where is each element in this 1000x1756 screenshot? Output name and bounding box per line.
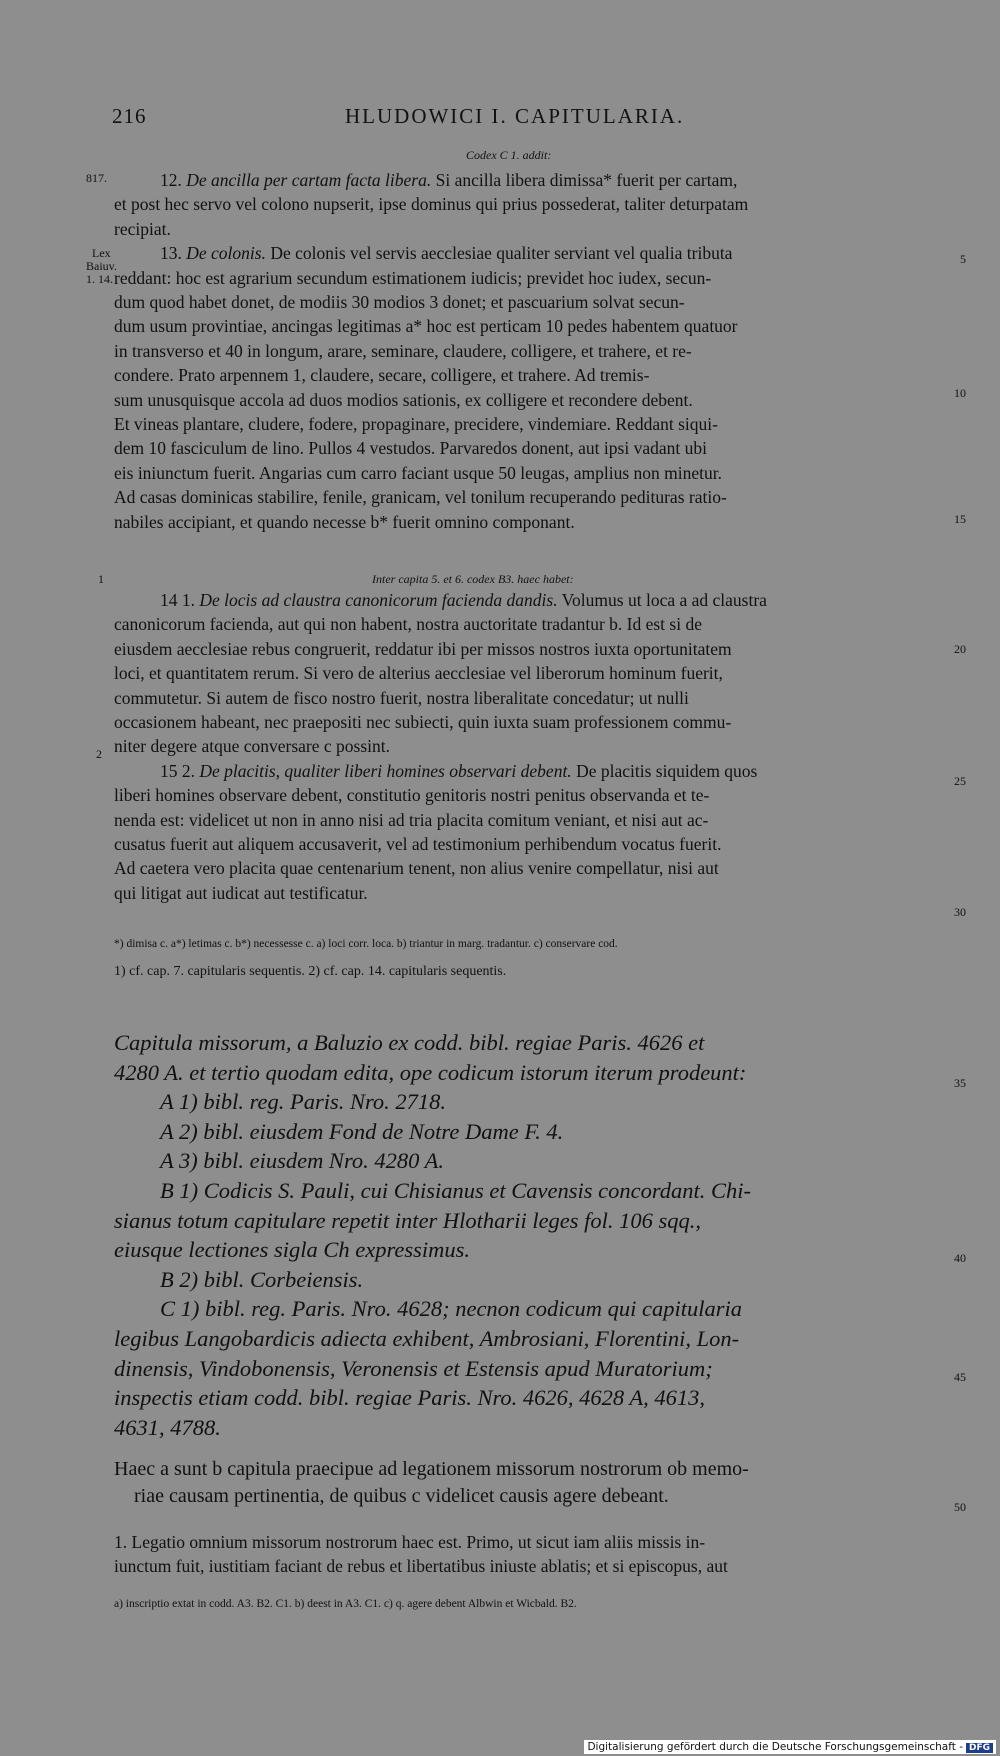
line: dinensis, Vindobonensis, Veronensis et Estensis apud Muratorium; <box>114 1355 713 1381</box>
line: cusatus fuerit aut aliquem accusaverit, vel ad testimonium perhibendum vocatus fuerit. <box>114 834 722 855</box>
line: condere. Prato arpennem 1, claudere, secare, colligere, et trahere. Ad tremis- <box>114 365 650 386</box>
line-number: 30 <box>954 905 966 919</box>
line: dum quod habet donet, de modiis 30 modios 3 donet; et pascuarium solvat secun- <box>114 292 685 313</box>
line: legibus Langobardicis adiecta exhibent, Ambrosiani, Florentini, Lon- <box>114 1325 740 1351</box>
line: C 1) bibl. reg. Paris. Nro. 4628; necnon codicum qui capitularia <box>160 1296 743 1322</box>
line: dem 10 fasciculum de lino. Pullos 4 vestudos. Parvaredos donent, aut ipsi vadant ubi <box>114 438 707 459</box>
line: occasionem habeant, nec praepositi nec subiecti, quin iuxta suam professionem commu- <box>114 712 732 733</box>
line-number: 50 <box>954 1500 966 1514</box>
variant-footnotes: *) dimisa c. a*) letimas c. b*) necessesse c. a) loci corr. loca. b) triantur in marg. tradantur. c) conservare cod. <box>114 938 618 950</box>
capitula-intro <box>114 1028 946 1442</box>
line: 1. Legatio omnium missorum nostrorum haec est. Primo, ut sicut iam aliis missis in- <box>114 1532 706 1552</box>
dfg-logo: DFG <box>966 1743 993 1753</box>
line: 13. De colonis. De colonis vel servis aecclesiae qualiter serviant vel qualia tributa <box>160 243 733 264</box>
line: inspectis etiam codd. bibl. regiae Paris. Nro. 4626, 4628 A, 4613, <box>114 1385 706 1411</box>
line: nenda est: videlicet ut non in anno nisi ad tria placita comitum veniant, et nisi aut ac- <box>114 809 709 830</box>
reference-footnotes: 1) cf. cap. 7. capitularis sequentis. 2) cf. cap. 14. capitularis sequentis. <box>114 964 507 979</box>
section-1 <box>114 1530 946 1579</box>
line-number: 35 <box>954 1076 966 1090</box>
line: 12. De ancilla per cartam facta libera. Si ancilla libera dimissa* fuerit per cartam, <box>160 170 738 190</box>
line: recipiat. <box>114 218 171 239</box>
page-number: 216 <box>112 104 147 128</box>
line: Capitula missorum, a Baluzio ex codd. bibl. regiae Paris. 4626 et <box>114 1030 705 1055</box>
line: iunctum fuit, iustitiam faciant de rebus et libertatibus iniuste ablatis; et si episcopus, aut <box>114 1556 728 1577</box>
line: Ad casas dominicas stabilire, fenile, granicam, vel tonilum recuperando pedituras ratio- <box>114 487 727 508</box>
line: Ad caetera vero placita quae centenarium tenent, non alius venire compellatur, nisi aut <box>114 858 719 879</box>
line-number: 20 <box>954 642 966 656</box>
line: nabiles accipiant, et quando necesse b* fuerit omnino componant. <box>114 511 575 532</box>
line: A 1) bibl. reg. Paris. Nro. 2718. <box>160 1089 447 1115</box>
line: in transverso et 40 in longum, arare, seminare, claudere, colligere, et trahere, et re- <box>114 340 692 361</box>
line: qui litigat aut iudicat aut testificatur. <box>114 882 368 903</box>
margin-ref: 2 <box>96 747 102 761</box>
line: commutetur. Si autem de fisco nostro fuerit, nostra liberalitate concedatur; ut nulli <box>114 687 689 708</box>
line: Haec a sunt b capitula praecipue ad legationem missorum nostrorum ob memo- <box>114 1458 749 1480</box>
line-number: 15 <box>954 512 966 526</box>
margin-source-3: 1. 14. <box>86 272 113 286</box>
margin-ref: 1 <box>98 572 104 586</box>
line: reddant: hoc est agrarium secundum estimationem iudicis; previdet hoc iudex, secun- <box>114 267 712 288</box>
credit-text: Digitalisierung gefördert durch die Deutsche Forschungsgemeinschaft - <box>587 1741 963 1753</box>
line: 14 1. De locis ad claustra canonicorum facienda dandis. Volumus ut loca a ad claustra <box>160 590 767 610</box>
line-number: 40 <box>954 1251 966 1265</box>
line: et post hec servo vel colono nupserit, ipse dominus qui prius possederat, taliter deturpatam <box>114 194 749 215</box>
line: B 2) bibl. Corbeiensis. <box>160 1266 364 1292</box>
line: eiusdem aecclesiae rebus congruerit, reddatur ibi per missos nostros iuxta oportunitatem <box>114 638 732 659</box>
margin-source-2: Baiuv. <box>86 259 117 273</box>
line-number: 10 <box>954 386 966 400</box>
line: 15 2. De placitis, qualiter liberi homines observari debent. De placitis siquidem quos <box>160 760 758 781</box>
haec-footnotes: a) inscriptio extat in codd. A3. B2. C1. b) deest in A3. C1. c) q. agere debent Albwin et Wicbald. B2. <box>114 1598 577 1610</box>
line: sum unusquisque accola ad duos modios sationis, ex colligere et recondere debent. <box>114 389 693 410</box>
line-number: 45 <box>954 1370 966 1384</box>
line: dum usum provintiae, ancingas legitimas a* hoc est perticam 10 pedes habentem quatuor <box>114 316 738 337</box>
line-number: 25 <box>954 774 966 788</box>
line-number: 5 <box>960 252 966 266</box>
line: niter degere atque conversare c possint. <box>114 736 390 757</box>
haec-heading <box>114 1456 946 1510</box>
line: riae causam pertinentia, de quibus c videlicet causis agere debeant. <box>134 1485 669 1507</box>
line: loci, et quantitatem rerum. Si vero de alterius aecclesiae vel liberorum hominum fuerit, <box>114 663 723 684</box>
codex-heading-2: Inter capita 5. et 6. codex B3. haec habet: <box>372 572 574 586</box>
line: canonicorum facienda, aut qui non habent, nostra auctoritate tradantur b. Id est si de <box>114 614 702 635</box>
running-title: HLUDOWICI I. CAPITULARIA. <box>345 104 685 128</box>
line: 4280 A. et tertio quodam edita, ope codicum istorum iterum prodeunt: <box>114 1059 747 1085</box>
line: eiusque lectiones sigla Ch expressimus. <box>114 1237 470 1263</box>
line: sianus totum capitulare repetit inter Hlotharii leges fol. 106 sqq., <box>114 1207 702 1233</box>
block1-text <box>114 168 946 534</box>
margin-year: 817. <box>86 171 107 185</box>
line: B 1) Codicis S. Pauli, cui Chisianus et Cavensis concordant. Chi- <box>160 1177 751 1203</box>
margin-source-1: Lex <box>92 246 111 260</box>
block2-text <box>114 588 946 905</box>
line: eis iniunctum fuerit. Angarias cum carro faciant usque 50 leugas, amplius non minetur. <box>114 462 722 483</box>
digitization-credit <box>584 1740 996 1754</box>
line: liberi homines observare debent, constitutio genitoris nostri penitus observanda et te- <box>114 785 710 806</box>
line: Et vineas plantare, cludere, fodere, propaginare, precidere, vindemiare. Reddant siqui- <box>114 414 718 435</box>
line: A 2) bibl. eiusdem Fond de Notre Dame F. 4. <box>160 1118 564 1144</box>
codex-heading: Codex C 1. addit: <box>466 148 552 162</box>
line: A 3) bibl. eiusdem Nro. 4280 A. <box>160 1148 444 1174</box>
line: 4631, 4788. <box>114 1414 221 1440</box>
